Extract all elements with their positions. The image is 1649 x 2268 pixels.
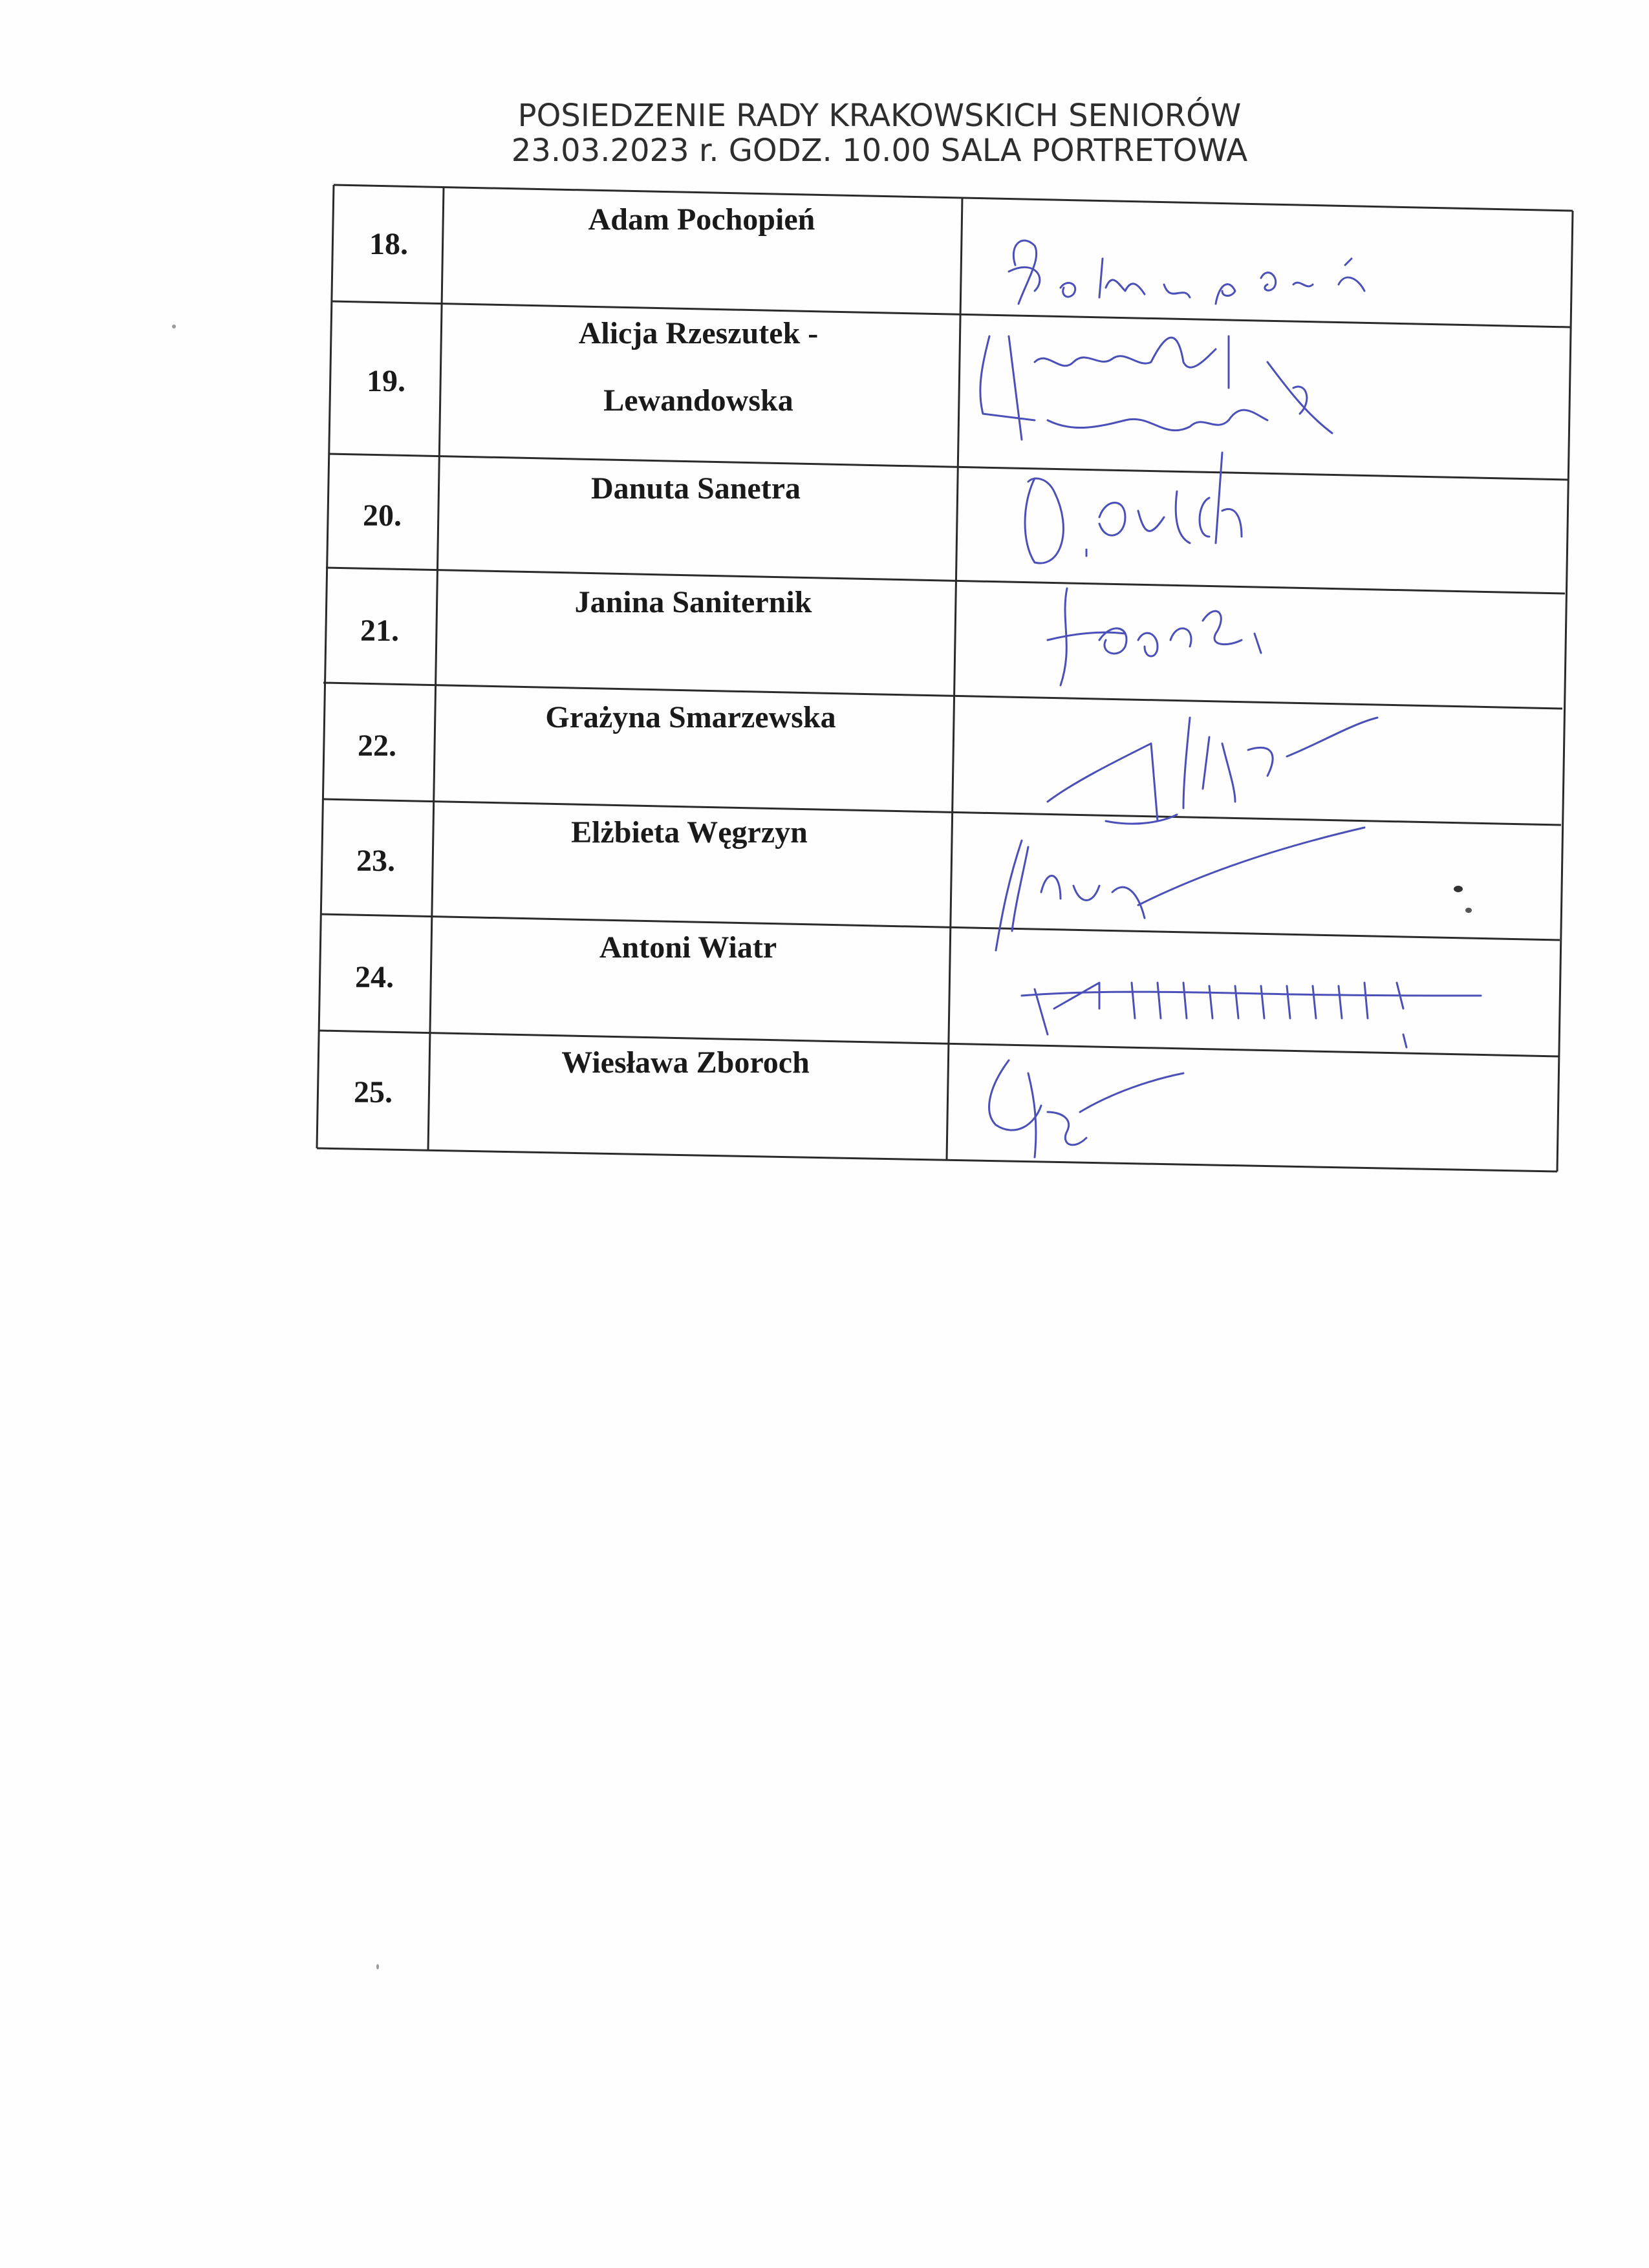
member-name: Adam Pochopień: [588, 202, 815, 237]
signature-18: [1009, 241, 1364, 304]
row-number: 24.: [355, 960, 394, 994]
scan-speck: [1465, 908, 1472, 913]
row-number: 25.: [354, 1075, 393, 1109]
scan-speck: [1454, 886, 1463, 892]
member-name-line2: Lewandowska: [603, 383, 793, 418]
member-name: Elżbieta Węgrzyn: [571, 815, 808, 850]
header-title: POSIEDZENIE RADY KRAKOWSKICH SENIORÓW: [517, 98, 1242, 134]
signature-25: [989, 1060, 1183, 1157]
member-name-line1: Alicja Rzeszutek -: [578, 316, 819, 350]
header-subtitle: 23.03.2023 r. GODZ. 10.00 SALA PORTRETOWA: [511, 133, 1248, 169]
row-number: 23.: [356, 844, 395, 878]
row-number: 19.: [367, 364, 405, 398]
row-number: 22.: [358, 729, 396, 763]
member-name: Antoni Wiatr: [599, 930, 777, 965]
scan-speck: [376, 1964, 379, 1969]
signature-21: [1048, 588, 1261, 685]
member-name: Wiesława Zboroch: [561, 1045, 810, 1080]
member-name: Grażyna Smarzewska: [545, 700, 836, 734]
member-name: Danuta Sanetra: [590, 471, 801, 506]
scan-speck: [172, 325, 176, 328]
row-number: 21.: [360, 614, 399, 648]
signature-22: [1048, 718, 1377, 824]
signature-19: [980, 336, 1332, 440]
signature-24: [1022, 983, 1481, 1047]
row-number: 20.: [363, 498, 402, 533]
member-name: Janina Saniternik: [574, 585, 812, 619]
row-number: 18.: [369, 227, 408, 261]
